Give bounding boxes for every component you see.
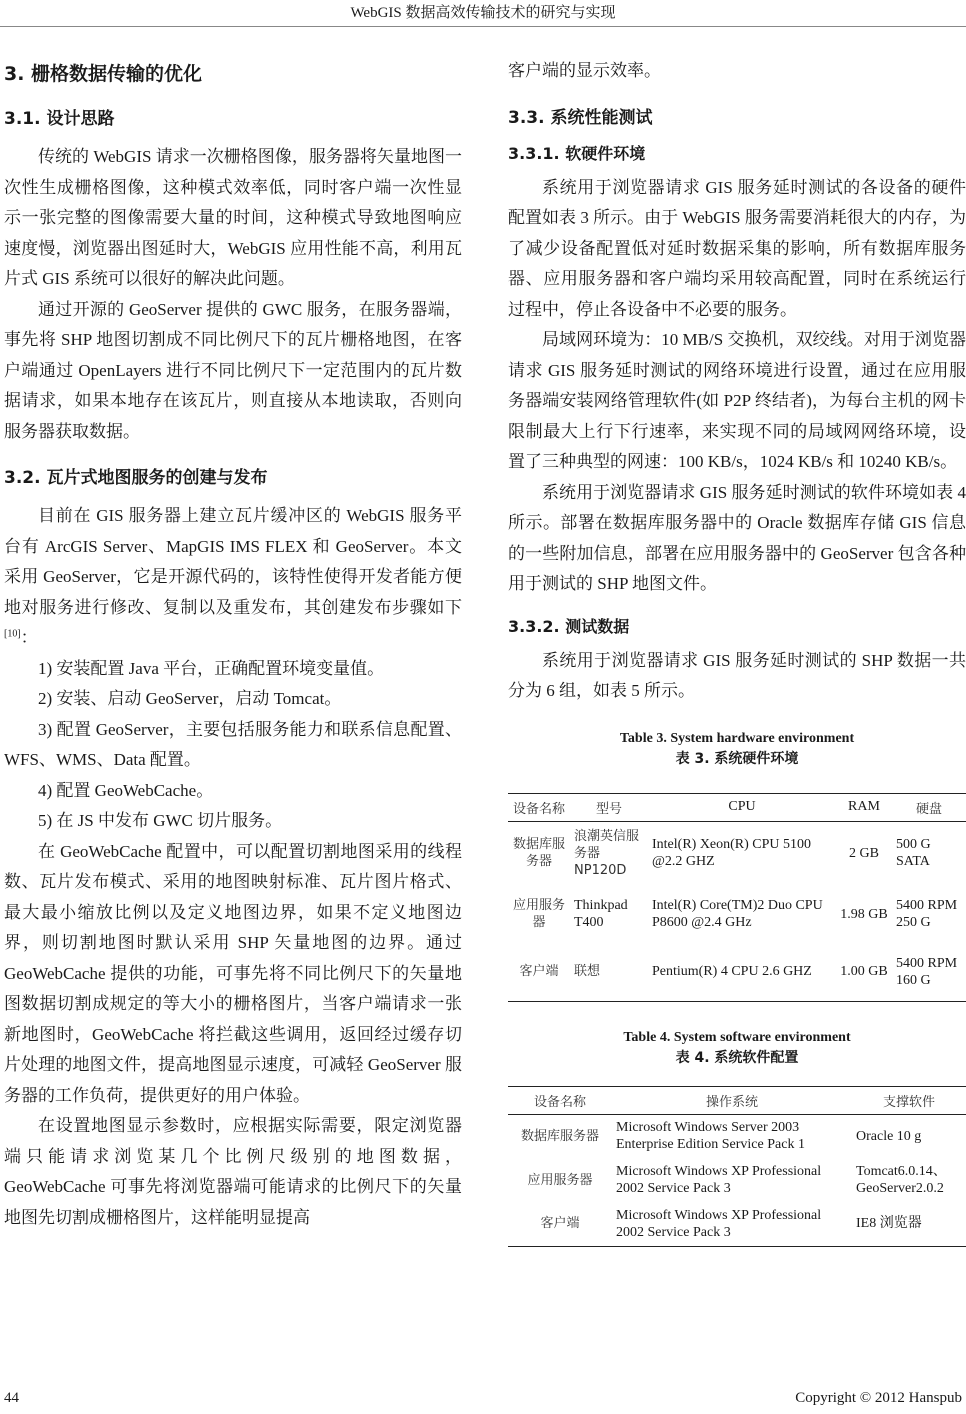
copyright-notice: Copyright © 2012 Hanspub: [795, 1390, 962, 1406]
table-cell: 客户端: [540, 1216, 580, 1232]
hardware-table: [508, 793, 966, 1002]
table3-caption: [508, 729, 966, 769]
table-row: [508, 821, 966, 885]
section-3-heading: 3. 栅格数据传输的优化: [4, 63, 203, 85]
section-3-2-heading: 3.2. 瓦片式地图服务的创建与发布: [4, 468, 268, 488]
paragraph: [4, 501, 462, 654]
table4-caption-en: Table 4. System software environment: [623, 1029, 851, 1045]
table-cell: 浪潮英信服务器NP120D: [574, 828, 640, 878]
step-item: 5) 在 JS 中发布 GWC 切片服务。: [38, 811, 283, 830]
paragraph: 在设置地图显示参数时，应根据实际需要，限定浏览器端只能请求浏览某几个比例尺级别的地图数据，GeoWebCache 可事先将浏览器端可能请求的比例尺下的矢量地图先切割成栅格图片，这样能明显提高: [4, 1116, 462, 1227]
table-cell: Thinkpad T400: [574, 898, 628, 930]
table-header-cell: 型号: [595, 801, 622, 817]
step-item: 2) 安装、启动 GeoServer，启动 Tomcat。: [38, 689, 342, 708]
table-header-row: [508, 793, 966, 821]
table-cell: 数据库服务器: [512, 837, 565, 870]
table-cell: Microsoft Windows Server 2003 Enterprise Edition Service Pack 1: [616, 1120, 805, 1153]
table-cell: 5400 RPM 250 G: [896, 898, 958, 930]
table-cell: 2 GB: [849, 845, 879, 861]
left-column: [4, 50, 462, 1233]
table-cell: 500 G SATA: [896, 837, 931, 870]
table3-caption-en: Table 3. System hardware environment: [619, 730, 855, 746]
table-header-cell: RAM: [848, 799, 880, 814]
table-cell: 1.98 GB: [840, 906, 888, 922]
table-row: [508, 1202, 966, 1246]
table-header-cell: 硬盘: [915, 801, 942, 817]
table-cell: 联想: [574, 964, 601, 980]
paragraph: 系统用于浏览器请求 GIS 服务延时测试的各设备的硬件配置如表 3 所示。由于 WebGIS 服务需要消耗很大的内存，为了减少设备配置低对延时数据采集的影响，所有数据库服务器、应用服务器和客户端均采用较高配置，同时在系统运行过程中，停止各设备中不必要的服务。: [508, 177, 966, 319]
table-row: [508, 885, 966, 943]
section-3-1-heading: 3.1. 设计思路: [4, 109, 115, 129]
table-row: [508, 1158, 966, 1202]
table-cell: 数据库服务器: [520, 1128, 599, 1144]
table-header-row: [508, 1086, 966, 1114]
table-cell: IE8 浏览器: [856, 1216, 922, 1232]
table-row: [508, 943, 966, 1001]
step-item: 4) 配置 GeoWebCache。: [38, 780, 214, 800]
table-header-cell: 设备名称: [533, 1094, 586, 1110]
table-cell: Tomcat6.0.14、GeoServer2.0.2: [856, 1164, 947, 1196]
paragraph: 系统用于浏览器请求 GIS 服务延时测试的 SHP 数据一共分为 6 组，如表 5 所示。: [508, 650, 966, 700]
table-cell: Intel(R) Core(TM)2 Duo CPU P8600 @2.4 GHz: [652, 898, 823, 930]
paragraph: 通过开源的 GeoServer 提供的 GWC 服务，在服务器端，事先将 SHP 地图切割成不同比例尺下的瓦片栅格地图，在客户端通过 OpenLayers 进行不同比例尺下一定范围内的瓦片数据请求，如果本地存在该瓦片，则直接从本地读取，否则向服务器获取数据。: [4, 299, 462, 441]
table-cell: 应用服务器: [512, 898, 565, 930]
running-header: WebGIS 数据高效传输技术的研究与实现: [350, 5, 616, 21]
page-number: 44: [4, 1390, 19, 1406]
table-cell: Microsoft Windows XP Professional 2002 Service Pack 3: [616, 1207, 822, 1240]
table-header-cell: 支撑软件: [882, 1094, 935, 1110]
table-cell: Pentium(R) 4 CPU 2.6 GHZ: [652, 964, 812, 980]
table-cell: Oracle 10 g: [856, 1128, 922, 1144]
table-header-cell: CPU: [728, 799, 756, 814]
paragraph: 局域网环境为：10 MB/S 交换机，双绞线。对用于浏览器请求 GIS 服务延时测试的网络环境进行设置，通过在应用服务器端安装网络管理软件(如 P2P 终结者)，为每台主机的网卡限制最大上行下行速率，来实现不同的局域网网络环境，设置了三种典型的网速：100 KB/s，1024 KB/s 和 10240 KB/s。: [508, 330, 966, 471]
step-item: 1) 安装配置 Java 平台，正确配置环境变量值。: [38, 658, 385, 678]
citation-ref: [10]: [4, 628, 21, 640]
software-table: [508, 1086, 966, 1247]
section-3-3-2-heading: 3.3.2. 测试数据: [508, 616, 630, 636]
paragraph: 在 GeoWebCache 配置中，可以配置切割地图采用的线程数、瓦片发布模式、采用的地图映射标准、瓦片图片格式、最大最小缩放比例以及定义地图边界，如果不定义地图边界，则切割地图时默认采用 SHP 矢量地图的边界。通过 GeoWebCache 提供的功能，可事先将不同比例尺下的矢量地图数据切割成规定的等大小的栅格图片，当客户端请求一张新地图时，GeoWebCache 将拦截这些调用，返回经过缓存切片处理的地图文件，提高地图显示速度，可减轻 GeoServer 服务器的工作负荷，提供更好的用户体验。: [4, 841, 462, 1105]
table-cell: 1.00 GB: [840, 964, 888, 980]
paragraph-end: ：: [20, 628, 38, 647]
table-cell: 应用服务器: [527, 1172, 593, 1188]
header-rule: [0, 26, 966, 27]
table-header-cell: 操作系统: [705, 1094, 758, 1110]
section-3-3-heading: 3.3. 系统性能测试: [508, 107, 653, 128]
paragraph: 客户端的显示效率。: [508, 61, 661, 80]
table-cell: Microsoft Windows XP Professional 2002 Service Pack 3: [616, 1164, 822, 1196]
table4-caption-zh: 表 4. 系统软件配置: [675, 1049, 799, 1066]
right-column: [508, 50, 966, 1247]
table4-caption: [508, 1028, 966, 1068]
table-header-cell: 设备名称: [512, 801, 565, 817]
table-cell: Intel(R) Xeon(R) CPU 5100 @2.2 GHZ: [652, 837, 812, 870]
paragraph: 系统用于浏览器请求 GIS 服务延时测试的软件环境如表 4 所示。部署在数据库服务器中的 Oracle 数据库存储 GIS 信息的一些附加信息，部署在应用服务器中的 GeoServer 包含各种用于测试的 SHP 地图文件。: [508, 482, 966, 593]
table-cell: 5400 RPM 160 G: [896, 955, 958, 988]
paragraph-text: 目前在 GIS 服务器上建立瓦片缓冲区的 WebGIS 服务平台有 ArcGIS Server、MapGIS IMS FLEX 和 GeoServer。本文采用 GeoServer，它是开源代码的，该特性使得开发者能方便地对服务进行修改、复制以及重发布，其创建发布步骤如下: [4, 506, 462, 617]
table-row: [508, 1114, 966, 1158]
table3-caption-zh: 表 3. 系统硬件环境: [675, 750, 799, 767]
paragraph: 传统的 WebGIS 请求一次栅格图像，服务器将矢量地图一次性生成栅格图像，这种模式效率低，同时客户端一次性显示一张完整的图像需要大量的时间，这种模式导致地图响应速度慢，浏览器出图延时大，WebGIS 应用性能不高，利用瓦片式 GIS 系统可以很好的解决此问题。: [4, 147, 462, 288]
section-3-3-1-heading: 3.3.1. 软硬件环境: [508, 143, 646, 163]
table-cell: 客户端: [519, 964, 559, 980]
step-item: 3) 配置 GeoServer，主要包括服务能力和联系信息配置、WFS、WMS、Data 配置。: [4, 719, 462, 769]
